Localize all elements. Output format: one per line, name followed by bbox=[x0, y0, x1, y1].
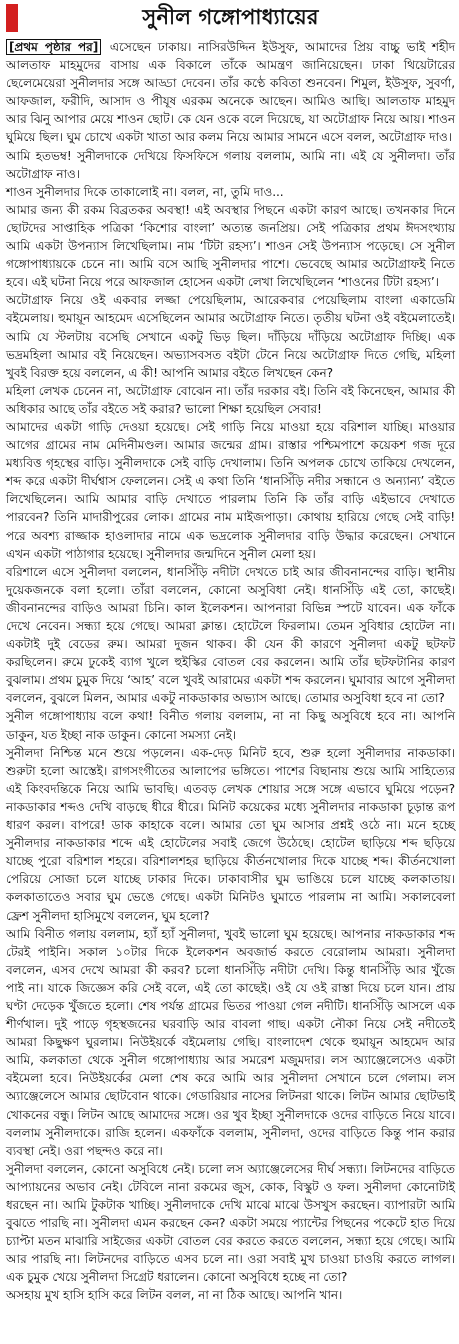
paragraph: অসহায় মুখ হাসি হাসি করে লিটন বলল, না না ঠিক আছে। আপনি খান। bbox=[6, 1288, 343, 1303]
paragraph: সুনীলদা বললেন, কোনো অসুবিধে নেই। চলো লস অ্যাঞ্জেলেসের দীর্ঘ সন্ধ্যা। লিটনদের বাড়িতে আপ্যায়নের অভাব নেই। টেবিলে নানা রকমের জুস, কোক, বিস্কুট ও ফল। সুনীলদা কোনোটাই ধরছেন না। আমি টুকটাক খাচ্ছি। সুনীলদাকে দেখি মাঝে মাঝে উসখুস করছেন। ব্যাপারটা আমি বুঝতে পারছি না। সুনীলদা এমন করছেন কেন? একটা সময়ে প্যান্টের পিছনের পকেটে হাত দিয়ে চ্যাপ্টা মতন মাঝারি সাইজের একটা বোতল বের করতে করতে বললেন, সন্ধ্যা হয়ে গেছে। আমি আর পারছি না। লিটনদের বাড়িতে এসব চলে না। ওরা সবাই মুখ চাওয়া চাওয়ি করতে লাগল। এক চুমুক খেয়ে সুনীলদা সিগ্রেট ধরালেন। কোনো অসুবিধে হচ্ছে না তো? bbox=[6, 1161, 455, 1285]
paragraph: মহিলা লেখক চেনেন না, অটোগ্রাফ বোঝেন না। তাঁর দরকার বই। তিনি বই কিনেছেন, আমার কী অধিকার আছে তাঁর বইতে সই করার? ভালো শিক্ষা হয়েছিল সেবার! bbox=[6, 383, 455, 416]
paragraph: আমাদের একটা গাড়ি দেওয়া হয়েছে। সেই গাড়ি নিয়ে মাওয়া হয়ে বরিশাল যাচ্ছি। মাওয়ার আগের গ্রামের নাম মেদিনীমণ্ডল। আমার জন্মের গ্রাম। রাস্তার পশ্চিমপাশে কয়েকশ গজ দূরে মধ্যবিত্ত গৃহস্থের বাড়ি। সুনীলদাকে সেই বাড়ি দেখালাম। তিনি অপলক চোখে তাকিয়ে দেখলেন, শব্দ করে একটা দীর্ঘশ্বাস ফেললেন। সেই এ কথা তিনি ‘ধানসিঁড়ি নদীর সন্ধানে ও অন্যান্য’ বইতে লিখেছিলেন। আমি আমার বাড়ি দেখাতে পারলাম তিনি কি তাঁর বাড়ি এইভাবে দেখাতে পারবেন? তিনি মাদারীপুরের লোক। গ্রামের নাম মাইজপাড়া। কোথায় হারিয়ে গেছে সেই বাড়ি! পরে অবশ্য রাজ্জাক হাওলাদার নামে এক ভদ্রলোক সুনীলদার বাড়ি উদ্ধার করেছেন। সেখানে এখন একটা পাঠাগার হয়েছে। সুনীলদার জন্মদিনে সুনীল মেলা হয়। bbox=[6, 419, 455, 561]
paragraph: অটোগ্রাফ নিয়ে ওই একবার লজ্জা পেয়েছিলাম, আরেকবার পেয়েছিলাম বাংলা একাডেমি বইমেলায়। হুমায়ূন আহমেদ এসেছিলেন আমার অটোগ্রাফ নিতে। তৃতীয় ঘটনা ওই বইমেলাতেই। আমি যে স্টলটায় বসেছি সেখানে একটু ভিড় ছিল। দাঁড়িয়ে দাঁড়িয়ে অটোগ্রাফ দিচ্ছি। এক ভদ্রমহিলা আমার বই নিয়েছেন। অভ্যাসবসত বইটা টেনে নিয়ে অটোগ্রাফ দিতে গেছি, মহিলা খুবই বিরক্ত হয়ে বললেন, এ কী! আপনি আমার বইতে লিখছেন কেন? bbox=[6, 293, 455, 380]
paragraph-text: এসেছেন ঢাকায়। নাসিরউদ্দিন ইউসুফ, আমাদের প্রিয় বাচ্চু ভাই শহীদ আলতাফ মাহমুদের বাসায় এক বিকালে তাঁকে আমন্ত্রণ জানিয়েছেন। ঢাকা থিয়েটারের ছেলেমেয়েরা সুনীলদার সঙ্গে আড্ডা দেবেন। তাঁর কণ্ঠে কবিতা শুনবেন। শিমুল, ইউসুফ, সুবর্ণা, আফজাল, ফরীদি, আসাদ ও পীযূষ এরকম অনেকে আছেন। আমিও আছি। আলতাফ মাহমুদ আর ঝিনু আপার মেয়ে শাওন ছোট। কে যেন ওকে বলে দিয়েছে, যা অটোগ্রাফ নিয়ে আয়। শাওন ঘুমিয়ে ছিল। ঘুম চোখে একটা খাতা আর কলম নিয়ে আমার সামনে এসে বলল, অটোগ্রাফ দাও। bbox=[6, 40, 455, 145]
paragraph: বরিশালে এসে সুনীলদা বললেন, ধানসিঁড়ি নদীটা দেখতে চাই আর জীবনানন্দের বাড়ি। স্থানীয় দুয়েকজনকে বলা হলো। তাঁরা বললেন, কোনো অসুবিধা নেই। ধানসিঁড়ি এই তো, কাছেই। জীবনানন্দের বাড়িও আমরা চিনি। কাল ইলেকশন। আপনারা বিভিন্ন স্পটে যাবেন। এক ফাঁকে দেখে নেবেন। সন্ধ্যা হয়ে গেছে। আমরা ক্লান্ত। হোটেলে ফিরলাম। তেমন সুবিধার হোটেল না। একটাই দুই বেডের রুম। আমরা দুজন থাকব। কী যেন কী কারণে সুনীলদা একটু ছটফট করছিলেন। রুমে ঢুকেই ব্যাগ খুলে হুইস্কির বোতল বের করলেন। আমি তাঁর ছটফটানির কারণ বুঝলাম। প্রথম চুমুক দিয়ে ‘আহ’ বলে খুবই আরামের একটা শব্দ করলেন। ঘুমাবার আগে সুনীলদা বললেন, বুঝলে মিলন, আমার একটু নাকডাকার অভ্যাস আছে। তোমার অসুবিধা হবে না তো? bbox=[6, 564, 455, 706]
paragraph: আমার জন্য কী রকম বিব্রতকর অবস্থা! এই অবস্থার পিছনে একটা কারণ আছে। তখনকার দিনে ছোটদের সাপ্তাহিক পত্রিকা ‘কিশোর বাংলা’ অত্যন্ত জনপ্রিয়। সেই পত্রিকার প্রথম ঈদসংখ্যায় আমি একটা উপন্যাস লিখেছিলাম। নাম ‘টিটা রহস্য’। শাওন সেই উপন্যাস পড়েছে। সে সুনীল গঙ্গোপাধ্যায়কে চেনে না। আমি বসে আছি সুনীলদার পাশে। ভেবেছে আমার অটোগ্রাফই নিতে হবে। এই ঘটনা নিয়ে পরে আফজাল হোসেন একটা লেখা লিখেছিলেন ‘শাওনের টিটা রহস্য’। bbox=[6, 202, 455, 290]
paragraph: আমি বিনীত গলায় বললাম, হ্যাঁ হ্যাঁ সুনীলদা, খুবই ভালো ঘুম হয়েছে। আপনার নাকডাকার শব্দ টেরই পাইনি। সকাল ১০টার দিকে ইলেকশন অবজার্ভ করতে বেরোলাম আমরা। সুনীলদা বললেন, এসব দেখে আমরা কী করব? চলো ধানসিঁড়ি নদীটা দেখি। কিন্তু ধানসিঁড়ি আর খুঁজে পাই না। যাকে জিজ্ঞেস করি সেই বলে, এই তো কাছেই। ওই যে ওই রাস্তা দিয়ে চলে যান। প্রায় ঘণ্টা দেড়েক খুঁজতে হলো। শেষ পর্যন্ত গ্রামের ভিতর পাওয়া গেল নদীটি। ধানসিঁড়ি আসলে এক শীর্ণখাল। দুই পাড়ে গৃহস্থজনের ঘরবাড়ি আর বাবলা গাছ। একটা নৌকা নিয়ে সেই নদীতেই আমরা কিছুক্ষণ ঘুরলাম। নিউইয়র্কে বইমেলায় গেছি। বাংলাদেশ থেকে হুমায়ূন আহমেদ আর আমি, কলকাতা থেকে সুনীল গঙ্গোপাধ্যায় আর সমরেশ মজুমদার। লস অ্যাঞ্জেলেসেও একটা বইমেলা হবে। নিউইয়র্কের মেলা শেষ করে আমি আর সুনীলদা সেখানে চলে গেলাম। লস অ্যাঞ্জেলেসে আমার ছোটবোন থাকে। গেডারিয়ার নাসের লিটনরা থাকে। লিটন আমার ছোটভাই খোকনের বন্ধু। লিটন আছে আমাদের সঙ্গে। ওর খুব ইচ্ছা সুনীলদাকে ওদের বাড়িতে নিয়ে যাবে। বললাম সুনীলদাকে। রাজি হলেন। একফাঁকে বললাম, সুনীলদা, ওদের বাড়িতে কিন্তু পান করার ব্যবস্থা নেই। ওরা পছন্দও করে না। bbox=[6, 926, 455, 1158]
paragraph: সুনীলদা নিশ্চিন্ত মনে শুয়ে পড়লেন। এক-দেড় মিনিট হবে, শুরু হলো সুনীলদার নাকডাকা। শুরুটা হলো আস্তেই। রাগসংগীতের আলাপের ভঙ্গিতে। পাশের বিছানায় শুয়ে আমি সাহিত্যের এই কিংবদন্তিকে নিয়ে আমি ভাবছি। এতবড় লেখক শোয়ার সঙ্গে সঙ্গে এভাবে ঘুমিয়ে পড়েন? নাকডাকার শব্দও দেখি বাড়ছে ধীরে ধীরে। মিনিট কয়েকের মধ্যে সুনীলদার নাকডাকা চূড়ান্ত রূপ ধারণ করল। বাপরে! ডাক কাহাকে বলে। আমার তো ঘুম আসার প্রশ্নই ওঠে না। মনে হচ্ছে সুনীলদার নাকডাকার শব্দে এই হোটেলের সবাই জেগে উঠেছে। হোটেল ছাড়িয়ে শব্দ ছড়িয়ে যাচ্ছে পুরো বরিশাল শহরে। বরিশালশহর ছাড়িয়ে কীর্তনখোলার দিকে যাচ্ছে শব্দ। কীর্তনখোলা পেরিয়ে সোজা চলে যাচ্ছে ঢাকার দিকে। ঢাকাবাসীর ঘুম ভাঙিয়ে চলে যাচ্ছে কলকাতায়। কলকাতাতেও সবার ঘুম ভেঙে গেছে। একটা মিনিটও ঘুমাতে পারলাম না আমি। সকালবেলা ফ্রেশ সুনীলদা হাসিমুখে বললেন, ঘুম হলো? bbox=[6, 745, 455, 923]
paragraph: আমি হতভম্ব! সুনীলদাকে দেখিয়ে ফিসফিসে গলায় বললাম, আমি না। এই যে সুনীলদা। তাঁর অটোগ্রাফ নাও। bbox=[6, 148, 455, 181]
continued-label: [প্রথম পৃষ্ঠার পর] bbox=[6, 39, 101, 55]
headline bbox=[6, 2, 455, 36]
paragraph: সুনীল গঙ্গোপাধ্যায় বলে কথা! বিনীত গলায় বললাম, না না কিছু অসুবিধে হবে না। আপনি ডাকুন, যত ইচ্ছা নাক ডাকুন। কোনো সমস্যা নেই। bbox=[6, 709, 455, 742]
page-title: সুনীল গঙ্গোপাধ্যায়ের bbox=[142, 4, 319, 29]
article-body bbox=[6, 38, 455, 1305]
paragraph: শাওন সুনীলদার দিকে তাকালোই না। বলল, না, তুমি দাও... bbox=[6, 184, 284, 199]
paragraph bbox=[6, 38, 455, 147]
